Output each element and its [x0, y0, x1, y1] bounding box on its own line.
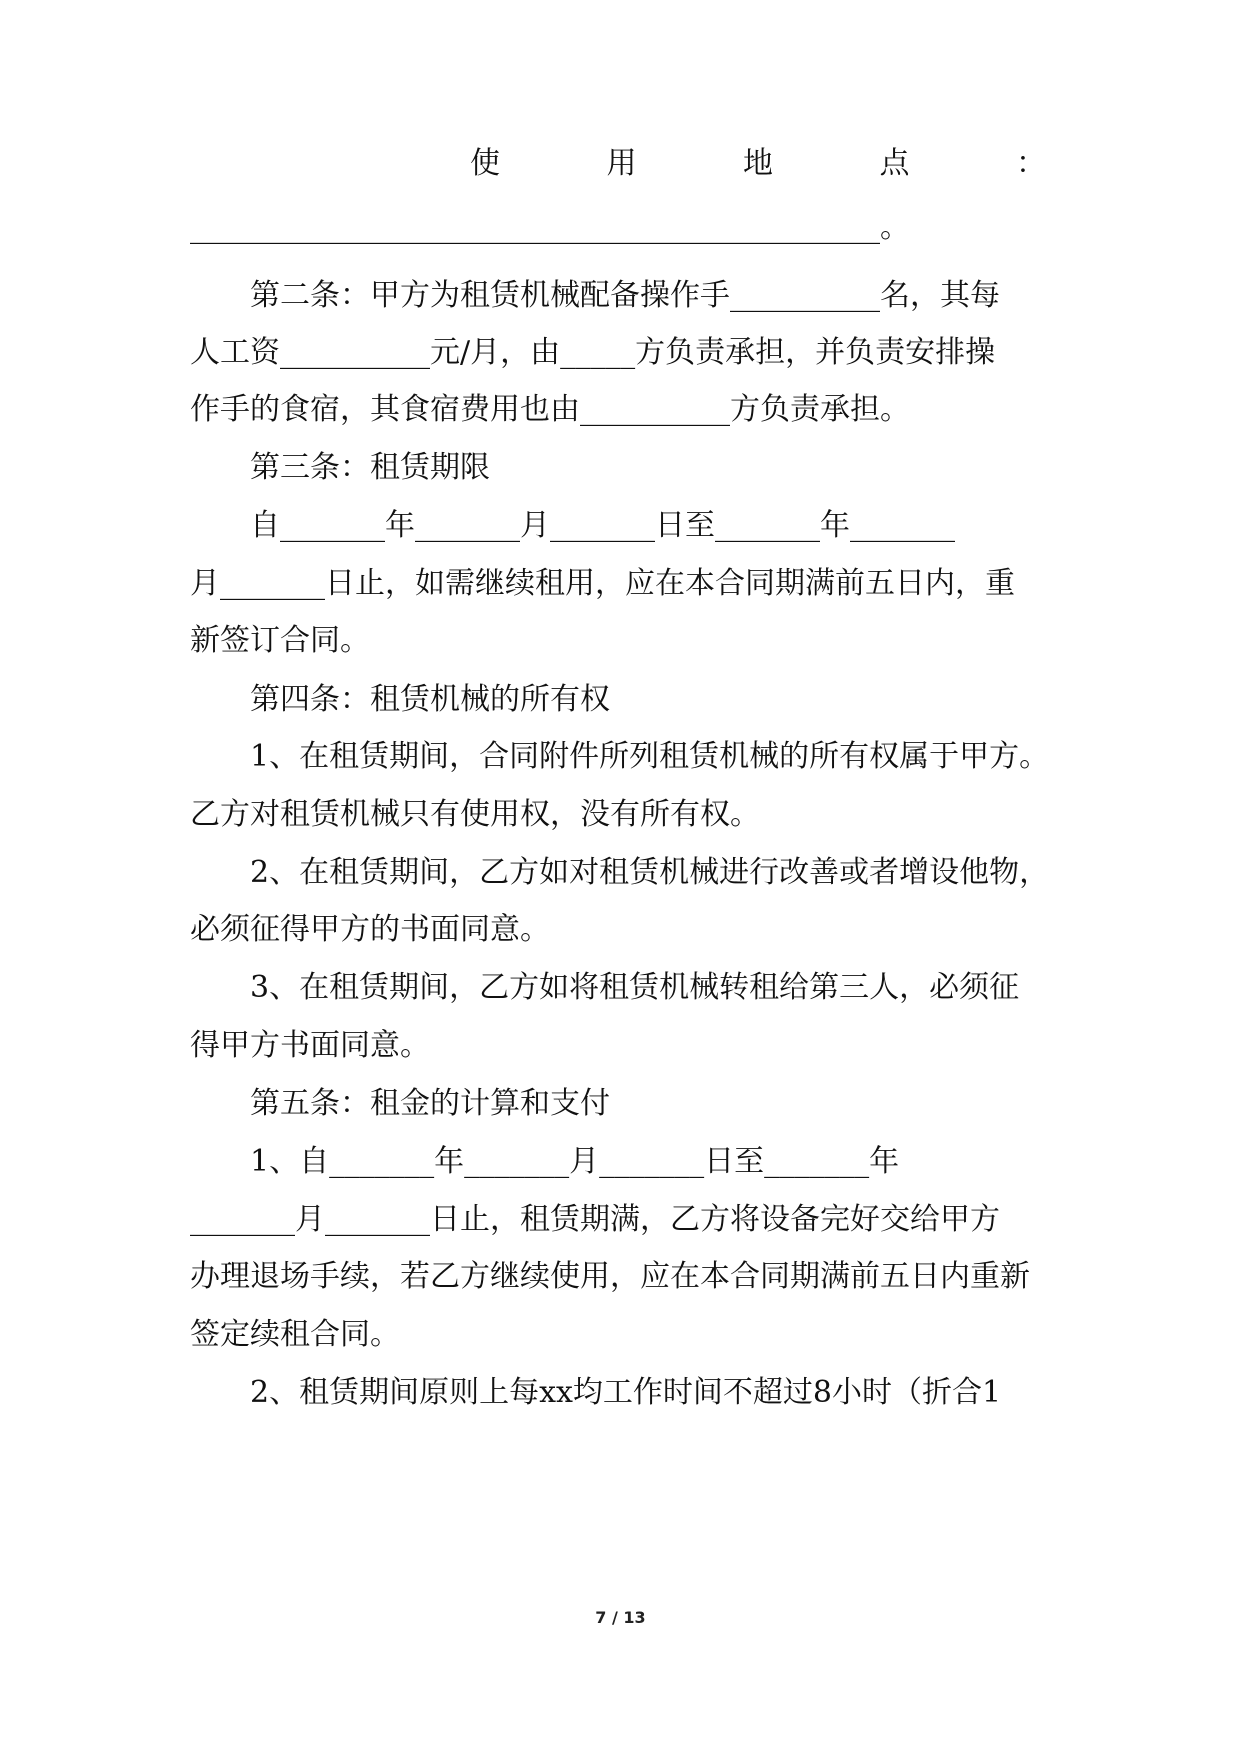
blank-line: ______________________________________________。 — [190, 210, 910, 245]
section-heading: 第四条：租赁机械的所有权 — [250, 682, 610, 717]
paragraph-line: 第二条：甲方为租赁机械配备操作手__________名，其每 — [250, 278, 1000, 313]
paragraph-line: 自_______年_______月_______日至_______年_______ — [250, 508, 955, 543]
heading-char: ： — [1016, 146, 1046, 181]
paragraph-line: 签定续租合同。 — [190, 1317, 400, 1352]
paragraph-line: 1、在租赁期间，合同附件所列租赁机械的所有权属于甲方。 — [250, 739, 1050, 774]
paragraph-line: 人工资__________元/月，由_____方负责承担，并负责安排操 — [190, 335, 996, 370]
paragraph-line: 必须征得甲方的书面同意。 — [190, 912, 550, 947]
page-number: 7 / 13 — [595, 1608, 646, 1627]
paragraph-line: 得甲方书面同意。 — [190, 1028, 430, 1063]
paragraph-line: 作手的食宿，其食宿费用也由__________方负责承担。 — [190, 392, 910, 427]
heading-char: 用 — [606, 146, 637, 181]
heading-char: 使 — [470, 146, 500, 181]
paragraph-line: 2、租赁期间原则上每xx均工作时间不超过8小时（折合1 — [250, 1375, 1002, 1410]
usage-location-heading — [470, 144, 1046, 184]
paragraph-line: 1、自_______年_______月_______日至_______年 — [250, 1144, 900, 1179]
paragraph-line: 月_______日止，如需继续租用，应在本合同期满前五日内，重 — [190, 566, 1015, 601]
paragraph-line: _______月_______日止，租赁期满，乙方将设备完好交给甲方 — [190, 1202, 1000, 1237]
section-heading: 第五条：租金的计算和支付 — [250, 1086, 610, 1121]
paragraph-line: 新签订合同。 — [190, 623, 370, 658]
paragraph-line: 3、在租赁期间，乙方如将租赁机械转租给第三人，必须征 — [250, 970, 1020, 1005]
section-heading: 第三条：租赁期限 — [250, 450, 490, 485]
heading-char: 地 — [743, 146, 773, 181]
paragraph-line: 乙方对租赁机械只有使用权，没有所有权。 — [190, 797, 760, 832]
heading-char: 点 — [879, 146, 910, 181]
paragraph-line: 2、在租赁期间，乙方如对租赁机械进行改善或者增设他物， — [250, 855, 1050, 890]
paragraph-line: 办理退场手续，若乙方继续使用，应在本合同期满前五日内重新 — [190, 1259, 1030, 1294]
